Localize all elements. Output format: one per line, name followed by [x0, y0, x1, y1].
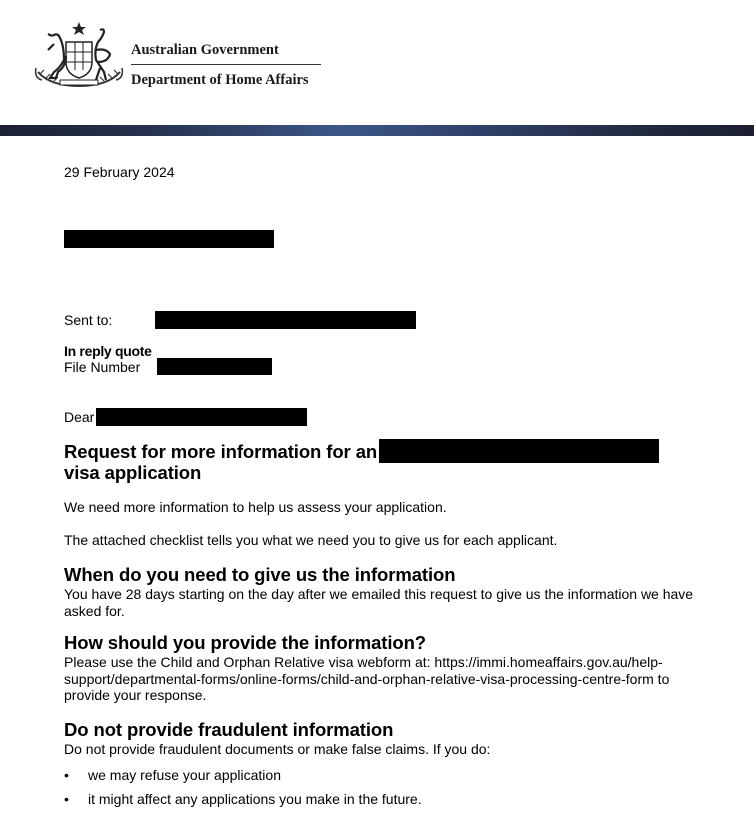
file-number-label: File Number: [64, 359, 141, 375]
redacted-visa-type: [379, 439, 659, 463]
redacted-sent-to: [155, 311, 416, 329]
government-name: Australian Government: [131, 42, 279, 58]
sent-to-label: Sent to:: [64, 312, 113, 328]
section-body-fraud: Do not provide fraudulent documents or make false claims. If you do:: [64, 741, 491, 757]
logo-divider: [131, 64, 321, 65]
section-body-deadline: You have 28 days starting on the day after we emailed this request to give us the information we have asked for.: [64, 586, 694, 619]
bullet-icon: •: [64, 767, 69, 783]
reply-quote-label: In reply quote: [64, 343, 152, 359]
header-band: [0, 125, 754, 136]
letter-date: 29 February 2024: [64, 164, 175, 180]
bullet-icon: •: [64, 791, 69, 807]
letter-title-line2: visa application: [64, 462, 202, 483]
department-name: Department of Home Affairs: [131, 72, 309, 88]
intro-paragraph-2: The attached checklist tells you what we need you to give us for each applicant.: [64, 532, 558, 548]
coat-of-arms-logo: [30, 20, 128, 92]
intro-paragraph-1: We need more information to help us assess your application.: [64, 499, 447, 515]
section-heading-how-to-provide: How should you provide the information?: [64, 632, 426, 653]
redacted-salutation-name: [96, 408, 307, 426]
redacted-recipient-name: [64, 230, 274, 248]
redacted-file-number: [157, 358, 272, 375]
bullet-item: we may refuse your application: [88, 767, 281, 783]
section-body-how-to-provide: Please use the Child and Orphan Relative visa webform at: https://immi.homeaffairs.gov.au/help-support/departmental-forms/online-forms/child-and-orphan-relative-visa-processing-centre-form to provide your response.: [64, 654, 670, 703]
letter-title-line1: Request for more information for an: [64, 441, 378, 462]
bullet-item: it might affect any applications you make in the future.: [88, 791, 422, 807]
section-heading-fraud: Do not provide fraudulent information: [64, 719, 394, 740]
salutation: Dear: [64, 409, 95, 425]
section-heading-deadline: When do you need to give us the information: [64, 564, 456, 585]
